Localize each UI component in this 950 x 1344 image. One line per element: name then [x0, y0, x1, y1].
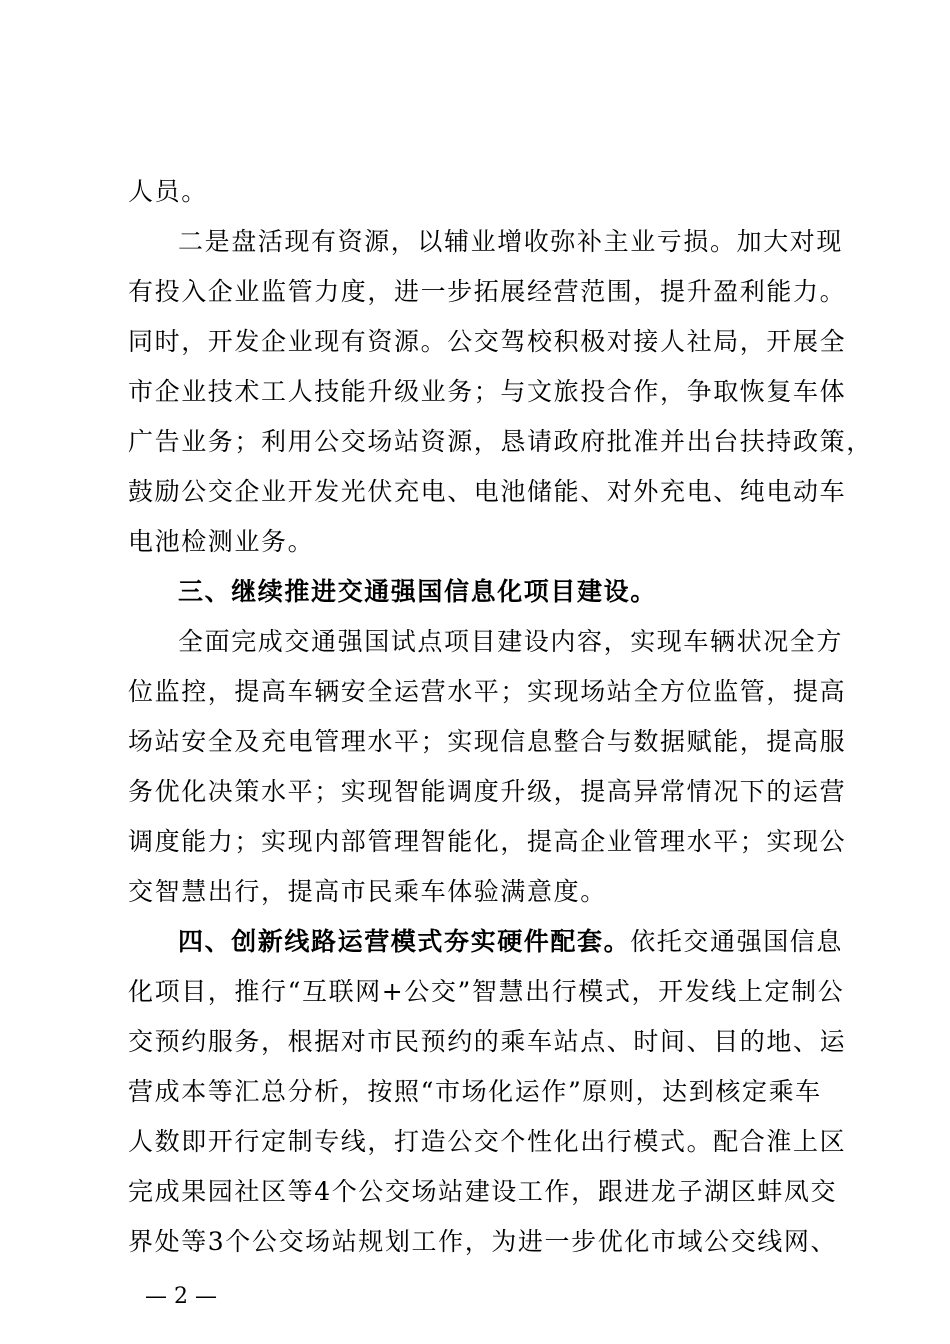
text-line: 界处等3个公交场站规划工作，为进一步优化市域公交线网、: [128, 1227, 838, 1256]
text-line: 交预约服务，根据对市民预约的乘车站点、时间、目的地、运: [128, 1027, 847, 1056]
text-line: 完成果园社区等4个公交场站建设工作，跟进龙子湖区蚌凤交: [128, 1177, 838, 1206]
text-line: 同时，开发企业现有资源。公交驾校积极对接人社局，开展全: [128, 327, 847, 356]
text-line: 营成本等汇总分析，按照“市场化运作”原则，达到核定乘车: [128, 1077, 822, 1106]
page-number: — 2 —: [145, 1284, 217, 1309]
text-line: 交智慧出行，提高市民乘车体验满意度。: [128, 877, 607, 906]
text-line: 全面完成交通强国试点项目建设内容，实现车辆状况全方: [178, 627, 844, 656]
text-line: 广告业务；利用公交场站资源，恳请政府批准并出台扶持政策，: [128, 427, 873, 456]
text-line: 电池检测业务。: [128, 527, 315, 556]
text-line: [178, 922, 878, 962]
text-line: 鼓励公交企业开发光伏充电、电池储能、对外充电、纯电动车: [128, 477, 847, 506]
text-line: 调度能力；实现内部管理智能化，提高企业管理水平；实现公: [128, 827, 847, 856]
text-line: 人员。: [128, 177, 208, 206]
text-line: 二是盘活现有资源，以辅业增收弥补主业亏损。加大对现: [178, 227, 844, 256]
text-line: 场站安全及充电管理水平；实现信息整合与数据赋能，提高服: [128, 727, 847, 756]
section-heading: 三、继续推进交通强国信息化项目建设。: [178, 577, 657, 606]
text-line: 位监控，提高车辆安全运营水平；实现场站全方位监管，提高: [128, 677, 847, 706]
text-line: 务优化决策水平；实现智能调度升级，提高异常情况下的运营: [128, 777, 847, 806]
text-line: 化项目，推行“互联网+公交”智慧出行模式，开发线上定制公: [128, 977, 845, 1006]
text-line: 人数即开行定制专线，打造公交个性化出行模式。配合淮上区: [128, 1127, 847, 1156]
text-line: 市企业技术工人技能升级业务；与文旅投合作，争取恢复车体: [128, 377, 847, 406]
text-line: 有投入企业监管力度，进一步拓展经营范围，提升盈利能力。: [128, 277, 847, 306]
text-run: 依托交通强国信息: [630, 927, 844, 956]
section-heading: 四、创新线路运营模式夯实硬件配套。: [178, 927, 631, 956]
